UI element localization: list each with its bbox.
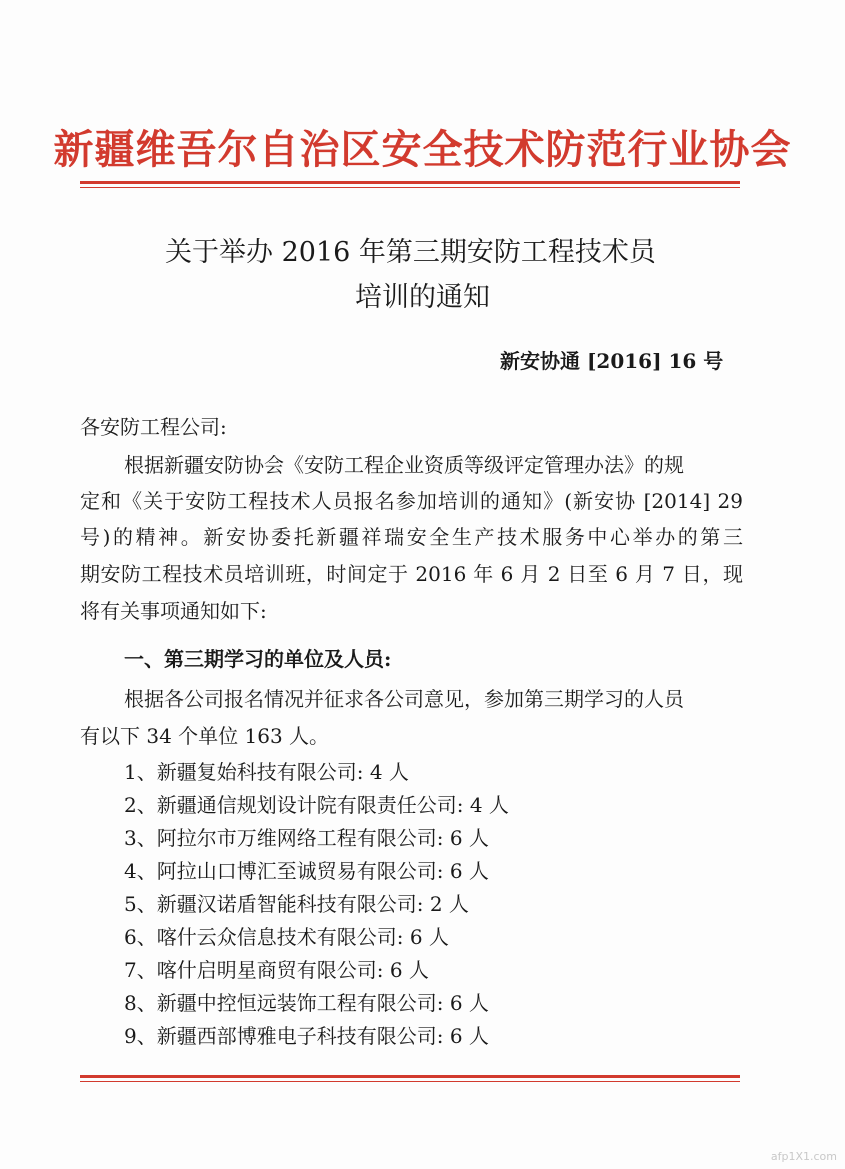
document-title-line1: 关于举办 2016 年第三期安防工程技术员: [165, 237, 656, 268]
watermark: afp1X1.com: [770, 1150, 837, 1163]
header-rule-thin: [80, 187, 740, 188]
body-line: 根据新疆安防协会《安防工程企业资质等级评定管理办法》的规: [124, 453, 684, 477]
body-line: 定和《关于安防工程技术人员报名参加培训的通知》(新安协 [2014] 29: [80, 489, 743, 513]
unit-list-item: 3、阿拉尔市万维网络工程有限公司: 6 人: [124, 826, 489, 850]
section-line: 根据各公司报名情况并征求各公司意见，参加第三期学习的人员: [124, 687, 684, 711]
unit-list-item: 4、阿拉山口博汇至诚贸易有限公司: 6 人: [124, 859, 489, 883]
header-rule-thick: [80, 181, 740, 184]
section-line: 有以下 34 个单位 163 人。: [80, 724, 330, 748]
footer-rule-thin: [80, 1081, 740, 1082]
section-heading: 一、第三期学习的单位及人员:: [124, 647, 392, 671]
organization-header: 新疆维吾尔自治区安全技术防范行业协会: [53, 126, 792, 173]
unit-list-item: 8、新疆中控恒远装饰工程有限公司: 6 人: [124, 991, 489, 1015]
unit-list-item: 5、新疆汉诺盾智能科技有限公司: 2 人: [124, 892, 469, 916]
body-line: 期安防工程技术员培训班，时间定于 2016 年 6 月 2 日至 6 月 7 日，现: [80, 562, 743, 586]
document-title-line2: 培训的通知: [355, 282, 490, 313]
unit-list-item: 7、喀什启明星商贸有限公司: 6 人: [124, 958, 429, 982]
salutation: 各安防工程公司:: [80, 415, 227, 439]
unit-list-item: 2、新疆通信规划设计院有限责任公司: 4 人: [124, 793, 509, 817]
footer-rule-thick: [80, 1075, 740, 1078]
document-number: 新安协通 [2016] 16 号: [500, 349, 724, 373]
unit-list-item: 9、新疆西部博雅电子科技有限公司: 6 人: [124, 1024, 489, 1048]
body-line: 将有关事项通知如下:: [80, 599, 267, 623]
unit-list-item: 6、喀什云众信息技术有限公司: 6 人: [124, 925, 449, 949]
body-line: 号)的精神。新安协委托新疆祥瑞安全生产技术服务中心举办的第三: [80, 525, 743, 549]
unit-list-item: 1、新疆复始科技有限公司: 4 人: [124, 760, 409, 784]
